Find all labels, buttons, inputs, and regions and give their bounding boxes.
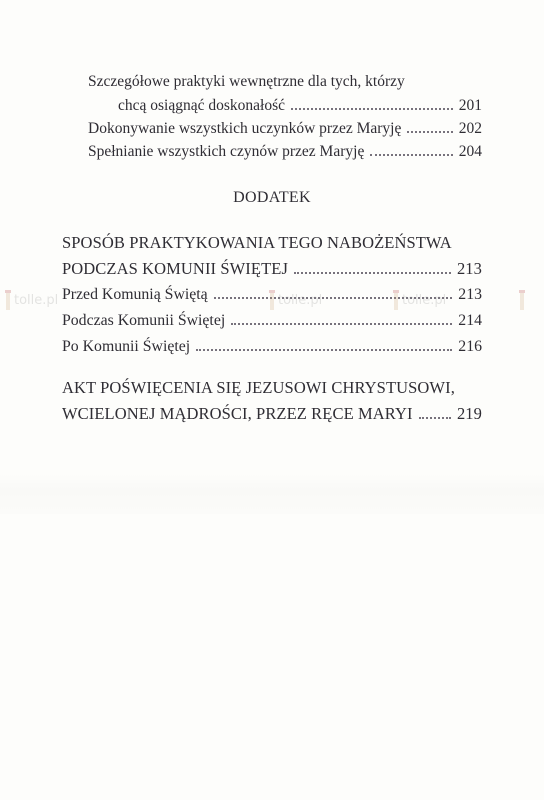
toc-entry-title: WCIELONEJ MĄDROŚCI, PRZEZ RĘCE MARYI	[62, 404, 413, 423]
toc-entry-line: AKT POŚWIĘCENIA SIĘ JEZUSOWI CHRYSTUSOWI,	[62, 378, 455, 397]
toc-entry-page: 213	[456, 259, 482, 278]
dot-leader	[407, 131, 452, 133]
watermark-text: tolle.pl	[402, 292, 447, 308]
lighthouse-icon	[4, 288, 12, 312]
toc-entry-title: Podczas Komunii Świętej	[62, 312, 226, 329]
toc-entry[interactable]	[62, 312, 482, 330]
toc-entry-title: Spełnianie wszystkich czynów przez Maryję	[88, 143, 365, 160]
toc-entry-title: Dokonywanie wszystkich uczynków przez Maryję	[88, 120, 402, 137]
toc-entry-page: 202	[458, 120, 482, 137]
watermark	[518, 284, 526, 316]
dot-leader	[370, 154, 452, 156]
toc-entry-title: chcą osiągnąć doskonałość	[118, 97, 285, 114]
toc-entry-page: 201	[458, 97, 482, 114]
toc-entry-line: Szczegółowe praktyki wewnętrzne dla tych, którzy	[88, 73, 405, 90]
dot-leader	[294, 272, 451, 274]
toc-entry-page: 213	[458, 286, 482, 303]
toc-entry[interactable]	[118, 97, 482, 115]
toc-entry[interactable]	[62, 404, 482, 424]
toc-entry[interactable]	[88, 120, 482, 138]
dot-leader	[291, 108, 453, 110]
dot-leader	[419, 417, 451, 419]
watermark	[4, 284, 58, 316]
dot-leader	[214, 297, 453, 299]
toc-entry[interactable]	[88, 143, 482, 161]
toc-entry-title: Przed Komunią Świętą	[62, 286, 208, 303]
toc-entry-page: 204	[458, 143, 482, 160]
lighthouse-icon	[518, 288, 526, 312]
toc-entry[interactable]	[62, 286, 482, 304]
toc-entry-page: 214	[458, 312, 482, 329]
toc-entry-title: Po Komunii Świętej	[62, 338, 191, 355]
section-heading: DODATEK	[233, 189, 311, 206]
watermark-text: tolle.pl	[14, 292, 59, 308]
toc-entry[interactable]	[62, 259, 482, 279]
dot-leader	[196, 349, 452, 351]
scan-shadow-band	[0, 474, 544, 514]
toc-entry-title: PODCZAS KOMUNII ŚWIĘTEJ	[62, 259, 288, 278]
dot-leader	[231, 323, 452, 325]
toc-entry-page: 216	[458, 338, 482, 355]
watermark-text: tolle.pl	[278, 292, 323, 308]
toc-entry-line: SPOSÓB PRAKTYKOWANIA TEGO NABOŻEŃSTWA	[62, 233, 452, 252]
toc-entry[interactable]	[62, 338, 482, 356]
toc-entry-page: 219	[456, 404, 482, 423]
